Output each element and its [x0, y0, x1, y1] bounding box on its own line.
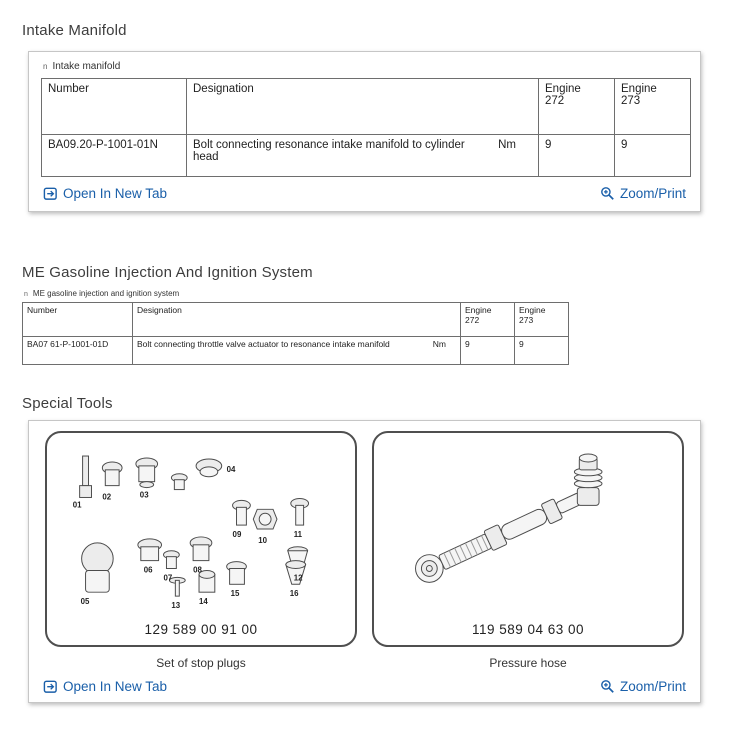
cell-designation — [187, 135, 539, 177]
cell-engine-272-value: 9 — [539, 135, 615, 177]
me-injection-table — [22, 302, 569, 365]
tool-item-label: 07 — [163, 573, 173, 583]
tool-item-label: 16 — [289, 589, 299, 599]
intake-panel-caption — [41, 58, 688, 78]
tool-item-label: 10 — [258, 535, 267, 545]
open-in-new-tab-icon — [43, 186, 58, 201]
tool-caption: Pressure hose — [489, 656, 567, 670]
cell-engine-272-value: 9 — [461, 337, 515, 365]
special-tools-panel-footer — [41, 670, 688, 696]
open-in-new-tab-icon — [43, 679, 58, 694]
open-in-new-tab-link[interactable] — [43, 186, 167, 201]
special-tools-heading: Special Tools — [22, 395, 113, 412]
zoom-print-label: Zoom/Print — [619, 679, 686, 694]
zoom-print-link[interactable] — [600, 186, 686, 201]
tool-item-label: 12 — [293, 573, 303, 583]
tool-item-label: 05 — [80, 597, 90, 607]
designation-text: Bolt connecting resonance intake manifold to cylinder head — [193, 139, 465, 163]
intake-caption-text: Intake manifold — [52, 61, 121, 72]
tool-item-label: 02 — [102, 492, 112, 502]
zoom-magnifier-icon — [600, 679, 615, 694]
special-tools-panel — [28, 420, 701, 703]
table-row — [42, 135, 691, 177]
tool-box — [372, 431, 684, 647]
me-injection-section — [22, 264, 707, 365]
tool-item-label: 08 — [193, 565, 202, 575]
me-table-header-row — [23, 303, 569, 337]
cell-number: BA07 61-P-1001-01D — [23, 337, 133, 365]
column-header-number: Number — [42, 79, 187, 135]
zoom-print-link[interactable] — [600, 679, 686, 694]
column-header-engine-273: Engine 273 — [615, 79, 691, 135]
cell-engine-273-value: 9 — [515, 337, 569, 365]
cell-engine-273-value: 9 — [615, 135, 691, 177]
cell-designation — [133, 337, 461, 365]
table-row — [23, 337, 569, 365]
open-in-new-tab-label: Open In New Tab — [63, 186, 168, 201]
intake-panel-footer — [41, 177, 688, 203]
tool-figure-pressure-hose — [372, 431, 684, 670]
tool-item-label: 11 — [293, 529, 303, 539]
footnote-marker: n — [24, 291, 28, 298]
column-header-engine-272: Engine 272 — [461, 303, 515, 337]
cell-number: BA09.20-P-1001-01N — [42, 135, 187, 177]
intake-table — [41, 78, 691, 177]
tool-item-label: 15 — [230, 589, 240, 599]
tool-item-label: 04 — [226, 464, 236, 474]
open-in-new-tab-label: Open In New Tab — [63, 679, 168, 694]
zoom-print-label: Zoom/Print — [619, 186, 686, 201]
zoom-magnifier-icon — [600, 186, 615, 201]
me-injection-caption — [22, 287, 707, 302]
intake-heading: Intake Manifold — [22, 22, 127, 39]
unit-label: Nm — [498, 139, 516, 151]
column-header-engine-273: Engine 273 — [515, 303, 569, 337]
tool-box — [45, 431, 357, 647]
pressure-hose-drawing — [380, 446, 676, 618]
me-injection-heading: ME Gasoline Injection And Ignition System — [22, 264, 313, 281]
tool-item-label: 14 — [199, 597, 208, 607]
tool-item-label: 13 — [171, 600, 181, 610]
intake-table-header-row — [42, 79, 691, 135]
part-number: 119 589 04 63 00 — [471, 622, 585, 637]
column-header-designation: Designation — [133, 303, 461, 337]
tool-caption: Set of stop plugs — [156, 656, 246, 670]
part-number: 129 589 00 91 00 — [144, 622, 258, 637]
me-injection-caption-text: ME gasoline injection and ignition system — [32, 289, 180, 298]
tool-figure-stop-plugs — [45, 431, 357, 670]
tools-row — [41, 431, 688, 670]
column-header-designation: Designation — [187, 79, 539, 135]
tool-item-label: 06 — [143, 565, 153, 575]
tool-item-label: 03 — [139, 490, 149, 500]
tool-item-label: 09 — [232, 529, 242, 539]
stop-plugs-drawing — [53, 446, 349, 618]
footnote-marker: n — [43, 62, 48, 71]
tool-item-label: 01 — [72, 500, 82, 510]
intake-panel — [28, 51, 701, 212]
open-in-new-tab-link[interactable] — [43, 679, 167, 694]
unit-label: Nm — [432, 339, 446, 349]
column-header-engine-272: Engine 272 — [539, 79, 615, 135]
column-header-number: Number — [23, 303, 133, 337]
designation-text: Bolt connecting throttle valve actuator to resonance intake manifold — [137, 339, 390, 349]
